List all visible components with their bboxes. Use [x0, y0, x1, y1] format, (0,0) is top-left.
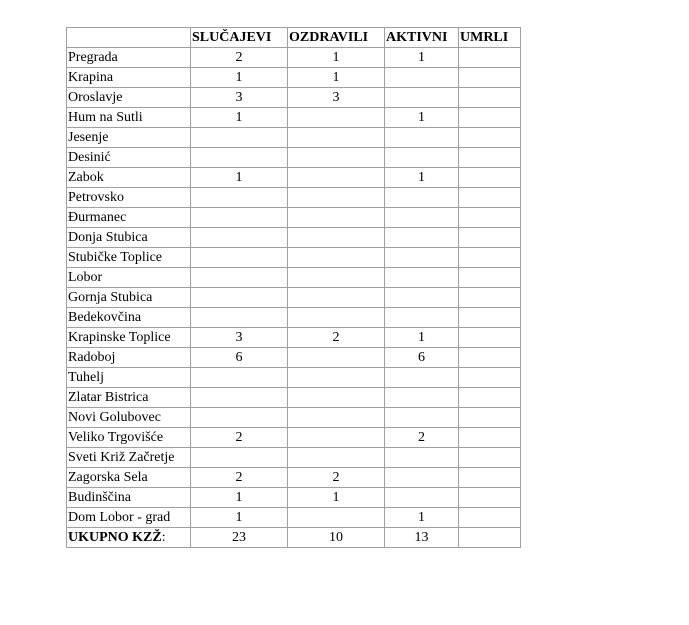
total-label: UKUPNO KZŽ	[68, 530, 162, 545]
cell-slucajevi	[191, 408, 288, 428]
table-row	[67, 408, 521, 428]
cell-aktivni	[385, 128, 459, 148]
cell-aktivni	[385, 208, 459, 228]
cell-ozdravili	[288, 228, 385, 248]
cell-ozdravili	[288, 288, 385, 308]
cell-ozdravili	[288, 268, 385, 288]
cell-umrli	[459, 468, 521, 488]
table-row	[67, 488, 521, 508]
cell-umrli	[459, 508, 521, 528]
cell-aktivni: 6	[385, 348, 459, 368]
table-row	[67, 468, 521, 488]
table-row	[67, 328, 521, 348]
cell-ozdravili: 2	[288, 468, 385, 488]
cell-ozdravili	[288, 348, 385, 368]
municipality-name: Veliko Trgovišće	[67, 428, 191, 448]
municipality-name: Gornja Stubica	[67, 288, 191, 308]
cell-umrli	[459, 148, 521, 168]
cell-slucajevi	[191, 268, 288, 288]
cell-umrli	[459, 128, 521, 148]
cell-umrli	[459, 428, 521, 448]
cell-slucajevi	[191, 288, 288, 308]
municipality-name: Krapinske Toplice	[67, 328, 191, 348]
cell-slucajevi	[191, 308, 288, 328]
cell-slucajevi: 6	[191, 348, 288, 368]
table-row	[67, 48, 521, 68]
cell-slucajevi	[191, 388, 288, 408]
total-label-cell	[67, 528, 191, 548]
cell-aktivni	[385, 248, 459, 268]
cell-ozdravili	[288, 168, 385, 188]
cell-slucajevi: 1	[191, 488, 288, 508]
cell-umrli	[459, 208, 521, 228]
cell-aktivni: 1	[385, 328, 459, 348]
cell-ozdravili: 1	[288, 488, 385, 508]
cell-slucajevi	[191, 228, 288, 248]
table-row	[67, 68, 521, 88]
cell-aktivni	[385, 188, 459, 208]
cell-ozdravili	[288, 208, 385, 228]
cell-ozdravili	[288, 308, 385, 328]
cell-ozdravili	[288, 188, 385, 208]
cell-aktivni	[385, 68, 459, 88]
municipality-name: Desinić	[67, 148, 191, 168]
table-row	[67, 228, 521, 248]
cell-slucajevi: 3	[191, 88, 288, 108]
cell-slucajevi	[191, 188, 288, 208]
cell-slucajevi: 2	[191, 48, 288, 68]
cell-aktivni: 1	[385, 508, 459, 528]
cell-ozdravili	[288, 448, 385, 468]
cell-aktivni	[385, 448, 459, 468]
cell-ozdravili	[288, 108, 385, 128]
cell-aktivni	[385, 468, 459, 488]
table-row	[67, 428, 521, 448]
municipality-name: Sveti Križ Začretje	[67, 448, 191, 468]
table-body	[67, 48, 521, 548]
municipality-name: Đurmanec	[67, 208, 191, 228]
cell-aktivni: 1	[385, 48, 459, 68]
table-row	[67, 368, 521, 388]
table-row	[67, 128, 521, 148]
municipality-name: Oroslavje	[67, 88, 191, 108]
header-aktivni: AKTIVNI	[385, 28, 459, 48]
cell-slucajevi	[191, 448, 288, 468]
table-row	[67, 448, 521, 468]
municipality-name: Krapina	[67, 68, 191, 88]
cell-umrli	[459, 188, 521, 208]
total-slucajevi: 23	[191, 528, 288, 548]
municipality-name: Donja Stubica	[67, 228, 191, 248]
municipality-name: Petrovsko	[67, 188, 191, 208]
cell-aktivni	[385, 268, 459, 288]
header-ozdravili: OZDRAVILI	[288, 28, 385, 48]
cell-umrli	[459, 408, 521, 428]
table-row	[67, 348, 521, 368]
cell-ozdravili	[288, 508, 385, 528]
municipality-name: Tuhelj	[67, 368, 191, 388]
cell-umrli	[459, 448, 521, 468]
header-row	[67, 28, 521, 48]
cell-slucajevi: 3	[191, 328, 288, 348]
table-row	[67, 268, 521, 288]
cell-slucajevi	[191, 148, 288, 168]
cell-aktivni	[385, 408, 459, 428]
cell-aktivni: 2	[385, 428, 459, 448]
cell-aktivni: 1	[385, 108, 459, 128]
cell-umrli	[459, 388, 521, 408]
municipality-name: Radoboj	[67, 348, 191, 368]
cell-umrli	[459, 348, 521, 368]
cell-slucajevi: 1	[191, 108, 288, 128]
cell-umrli	[459, 268, 521, 288]
header-umrli: UMRLI	[459, 28, 521, 48]
total-aktivni: 13	[385, 528, 459, 548]
cases-table	[66, 27, 521, 548]
cell-umrli	[459, 168, 521, 188]
cell-ozdravili	[288, 128, 385, 148]
cell-slucajevi: 2	[191, 428, 288, 448]
table-row	[67, 108, 521, 128]
table-row	[67, 208, 521, 228]
cell-ozdravili	[288, 148, 385, 168]
cell-umrli	[459, 108, 521, 128]
table-row	[67, 148, 521, 168]
table-row	[67, 248, 521, 268]
cell-ozdravili	[288, 428, 385, 448]
table-row	[67, 188, 521, 208]
cell-slucajevi: 1	[191, 508, 288, 528]
municipality-name: Hum na Sutli	[67, 108, 191, 128]
cell-slucajevi: 1	[191, 68, 288, 88]
cell-slucajevi: 1	[191, 168, 288, 188]
cell-umrli	[459, 488, 521, 508]
cell-aktivni	[385, 368, 459, 388]
header-slucajevi: SLUČAJEVI	[191, 28, 288, 48]
cell-aktivni	[385, 88, 459, 108]
cell-aktivni	[385, 308, 459, 328]
cell-umrli	[459, 248, 521, 268]
cell-aktivni	[385, 288, 459, 308]
table-row	[67, 168, 521, 188]
municipality-name: Stubičke Toplice	[67, 248, 191, 268]
cell-ozdravili: 3	[288, 88, 385, 108]
table-row	[67, 508, 521, 528]
cell-slucajevi	[191, 208, 288, 228]
header-empty	[67, 28, 191, 48]
table-row	[67, 308, 521, 328]
cell-slucajevi	[191, 128, 288, 148]
cell-slucajevi	[191, 248, 288, 268]
cell-ozdravili: 1	[288, 68, 385, 88]
municipality-name: Zlatar Bistrica	[67, 388, 191, 408]
municipality-name: Lobor	[67, 268, 191, 288]
table-row	[67, 388, 521, 408]
cell-umrli	[459, 48, 521, 68]
cell-aktivni	[385, 228, 459, 248]
total-ozdravili: 10	[288, 528, 385, 548]
total-umrli	[459, 528, 521, 548]
cell-ozdravili: 2	[288, 328, 385, 348]
cell-slucajevi	[191, 368, 288, 388]
municipality-name: Bedekovčina	[67, 308, 191, 328]
municipality-name: Zagorska Sela	[67, 468, 191, 488]
municipality-name: Budinščina	[67, 488, 191, 508]
cell-aktivni	[385, 148, 459, 168]
cell-ozdravili	[288, 388, 385, 408]
cell-slucajevi: 2	[191, 468, 288, 488]
cell-aktivni	[385, 388, 459, 408]
cell-aktivni	[385, 488, 459, 508]
cell-umrli	[459, 88, 521, 108]
municipality-name: Jesenje	[67, 128, 191, 148]
total-row	[67, 528, 521, 548]
cell-umrli	[459, 228, 521, 248]
cell-umrli	[459, 308, 521, 328]
cell-umrli	[459, 368, 521, 388]
table-row	[67, 288, 521, 308]
cell-ozdravili	[288, 408, 385, 428]
cell-ozdravili	[288, 368, 385, 388]
cell-ozdravili: 1	[288, 48, 385, 68]
cell-ozdravili	[288, 248, 385, 268]
municipality-name: Zabok	[67, 168, 191, 188]
cell-aktivni: 1	[385, 168, 459, 188]
cell-umrli	[459, 288, 521, 308]
cell-umrli	[459, 68, 521, 88]
cell-umrli	[459, 328, 521, 348]
municipality-name: Pregrada	[67, 48, 191, 68]
municipality-name: Novi Golubovec	[67, 408, 191, 428]
table-row	[67, 88, 521, 108]
total-label-suffix: :	[161, 530, 166, 545]
municipality-name: Dom Lobor - grad	[67, 508, 191, 528]
